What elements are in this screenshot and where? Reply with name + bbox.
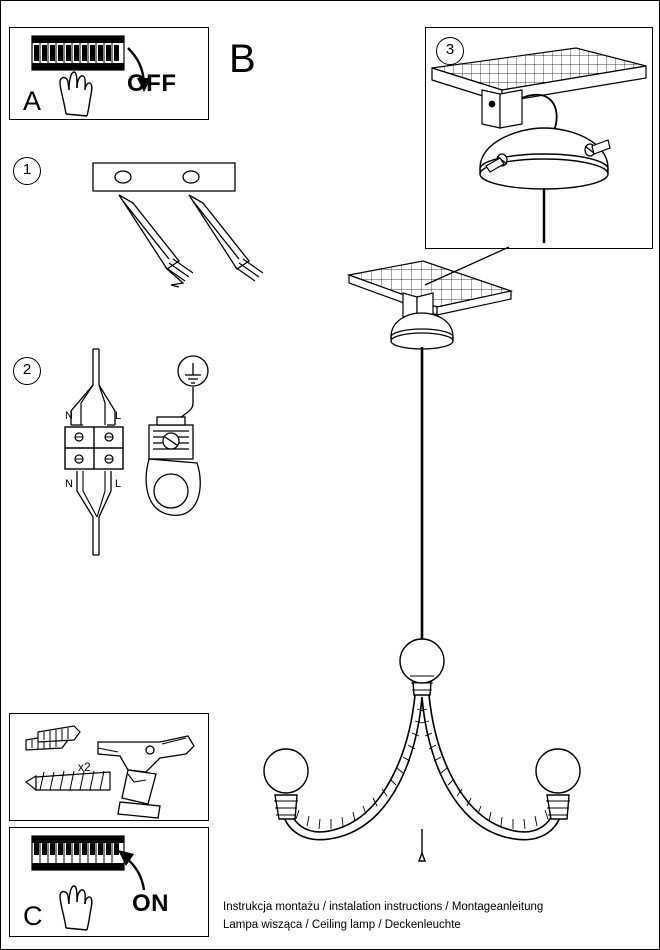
wires-bottom: [77, 471, 111, 555]
lamp-socket: [146, 417, 200, 515]
terminal-strip-icon-on: [32, 836, 124, 870]
canopy: [391, 313, 453, 349]
earth-symbol-icon: [178, 356, 208, 419]
panel-2-drawing: [53, 341, 253, 571]
anchor-quantity-label: x2: [78, 760, 91, 774]
panel-c-letter: C: [23, 901, 43, 931]
wood-screw: [26, 771, 110, 790]
hand-icon: [60, 72, 92, 116]
panel-3-drawing: [426, 28, 652, 248]
panel-2-number: 2: [13, 357, 41, 385]
bulb-right: [536, 749, 580, 819]
panel-b-drawing: [241, 249, 651, 889]
power-drill-icon: [98, 736, 194, 818]
panel-drill-box: [9, 713, 209, 821]
mounting-bracket: [482, 90, 522, 128]
panel-c-action-label: ON: [132, 890, 169, 917]
terminal-label-n-bottom: N: [65, 478, 73, 490]
panel-a-action-label: OFF: [127, 70, 177, 97]
bulb-top: [400, 639, 444, 695]
terminal-label-l-bottom: L: [115, 478, 122, 490]
panel-b-letter: B: [229, 37, 256, 81]
connector-block: [65, 427, 123, 469]
hand-icon: [60, 886, 92, 930]
footer-line-1: Instrukcja montażu / instalation instructions / Montageanleitung: [223, 901, 544, 913]
screw-left: [119, 195, 193, 287]
terminal-strip-icon: [32, 36, 124, 70]
terminal-label-l-top: L: [115, 410, 122, 422]
wall-anchor-pair: [26, 726, 80, 750]
wires-top: [71, 349, 115, 425]
terminal-label-n-top: N: [65, 410, 73, 422]
panel-3-box: [425, 27, 653, 249]
panel-1-number: 1: [13, 157, 41, 185]
panel-3-number: 3: [436, 37, 464, 65]
panel-a-letter: A: [23, 86, 42, 116]
bulb-left: [264, 749, 308, 819]
footer-line-2: Lampa wisząca / Ceiling lamp / Deckenleuchte: [223, 919, 461, 931]
panel-drill-drawing: [10, 714, 208, 820]
arm-junction: [419, 829, 425, 861]
mounting-plate: [93, 163, 235, 191]
